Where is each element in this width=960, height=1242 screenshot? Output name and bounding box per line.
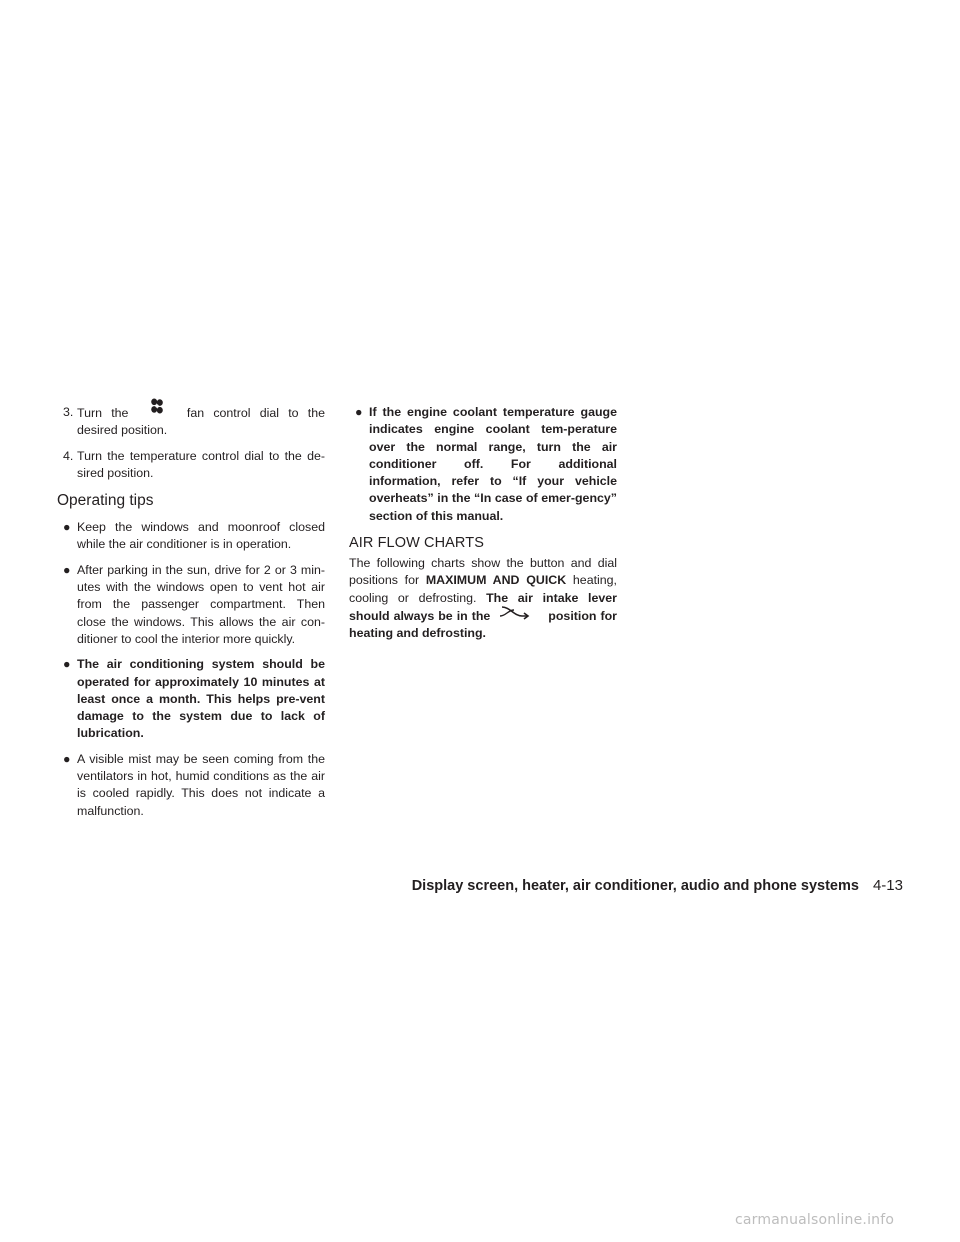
tip-item: [57, 656, 325, 742]
bullet-marker: ●: [63, 520, 71, 535]
page-footer: [412, 877, 903, 895]
step-number: 4.: [63, 448, 74, 463]
operating-tips-heading: Operating tips: [57, 492, 154, 510]
bullet-marker: ●: [63, 562, 71, 577]
warning-text: If the engine coolant temperature gauge indicates engine coolant tem-perature over the normal range, turn the air conditioner off. For additional information, refer to “If your vehicle overheats” in the “In case of emer-gency” section of this manual.: [369, 405, 617, 523]
warning-item: [349, 404, 617, 525]
bullet-marker: ●: [355, 405, 363, 419]
watermark: carmanualsonline.info: [735, 1212, 895, 1228]
tip-text: Keep the windows and moonroof closed while the air conditioner is in operation.: [77, 520, 325, 552]
page-number: 4-13: [872, 877, 903, 894]
air-flow-charts-heading: AIR FLOW CHARTS: [349, 535, 484, 552]
right-column: [349, 404, 617, 643]
air-flow-text-4: The air intake lever should always be in the: [349, 590, 617, 623]
step-3: [57, 404, 325, 440]
tip-text: A visible mist may be seen coming from the ventilators in hot, humid conditions as the air is cooled rapidly. This does not indicate a malfunction.: [77, 751, 325, 818]
air-flow-text-3: heating, cooling or defrosting.: [349, 573, 617, 605]
air-intake-outside-icon: [494, 607, 544, 621]
fan-icon: [138, 404, 178, 418]
chapter-title: Display screen, heater, air conditioner, audio and phone systems: [411, 878, 859, 894]
step-text-after-icon: fan control dial to the desired position.: [77, 406, 325, 438]
left-column: [57, 404, 325, 828]
bullet-marker: ●: [63, 751, 71, 766]
step-4: [57, 448, 325, 483]
air-flow-text-5: position for heating and defrosting.: [349, 608, 617, 641]
air-flow-paragraph: [349, 555, 617, 642]
tip-item: [57, 562, 325, 648]
air-flow-text-1: The following charts show the button and dial positions for: [349, 556, 617, 588]
bullet-marker: ●: [63, 657, 71, 672]
tip-text: After parking in the sun, drive for 2 or 3 min-utes with the windows open to vent hot air from the passenger compartment. Then close the windows. This allows the air con-ditioner to cool the interior more quickly.: [77, 562, 325, 646]
air-flow-text-2: MAXIMUM AND QUICK: [425, 573, 567, 588]
tip-item: [57, 519, 325, 554]
step-number: 3.: [63, 405, 74, 419]
step-text: Turn the temperature control dial to the de-sired position.: [77, 448, 325, 480]
tip-item: [57, 751, 325, 820]
step-text-before-icon: Turn the: [77, 406, 129, 420]
tip-text: The air conditioning system should be operated for approximately 10 minutes at least once a month. This helps pre-vent damage to the system due to lack of lubrication.: [77, 657, 325, 741]
